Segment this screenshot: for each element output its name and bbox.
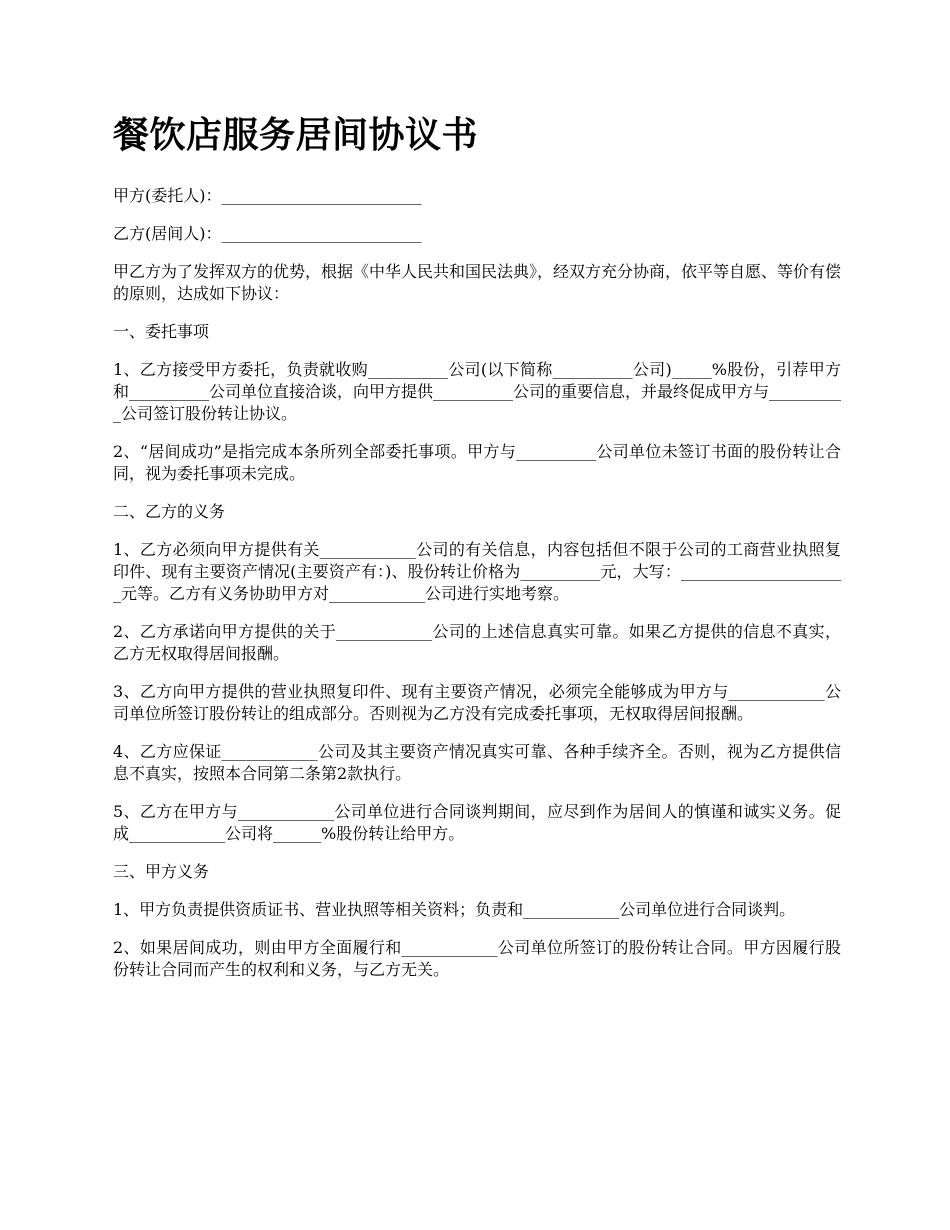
section-heading-party-b-obligations: 二、乙方的义务 (113, 502, 226, 521)
party-a-line: 甲方(委托人)：_________________________ (113, 186, 422, 205)
clause-2-1: 1、乙方必须向甲方提供有关____________公司的有关信息，内容包括但不限于公司的工商营业执照复印件、现有主要资产情况(主要资产有：)、股份转让价格为__________元，大写：_____________________元等。乙方有义务协助甲方对____________公司进行实地考察。 (113, 540, 841, 603)
document-page (113, 112, 841, 997)
clause-1-2: 2、“居间成功”是指完成本条所列全部委托事项。甲方与__________公司单位未签订书面的股份转让合同，视为委托事项未完成。 (113, 442, 841, 483)
clause-2-2: 2、乙方承诺向甲方提供的关于____________公司的上述信息真实可靠。如果乙方提供的信息不真实，乙方无权取得居间报酬。 (113, 622, 841, 663)
section-heading-party-a-obligations: 三、甲方义务 (113, 862, 210, 881)
document-title: 餐饮店服务居间协议书 (113, 115, 479, 156)
party-b-line: 乙方(居间人)：_________________________ (113, 224, 422, 243)
clause-2-5: 5、乙方在甲方与____________公司单位进行合同谈判期间，应尽到作为居间人的慎谨和诚实义务。促成____________公司将______%股份转让给甲方。 (113, 802, 841, 843)
clause-3-1: 1、甲方负责提供资质证书、营业执照等相关资料；负责和____________公司单位进行合同谈判。 (113, 900, 796, 919)
clause-2-4: 4、乙方应保证____________公司及其主要资产情况真实可靠、各种手续齐全。否则，视为乙方提供信息不真实，按照本合同第二条第2款执行。 (113, 742, 841, 783)
clause-3-2: 2、如果居间成功，则由甲方全面履行和____________公司单位所签订的股份转让合同。甲方因履行股份转让合同而产生的权利和义务，与乙方无关。 (113, 938, 841, 979)
agreement-intro: 甲乙方为了发挥双方的优势，根据《中华人民共和国民法典》，经双方充分协商，依平等自愿、等价有偿的原则，达成如下协议： (113, 262, 842, 303)
section-heading-entrusted-matters: 一、委托事项 (113, 322, 210, 341)
clause-2-3: 3、乙方向甲方提供的营业执照复印件、现有主要资产情况，必须完全能够成为甲方与____________公司单位所签订股份转让的组成部分。否则视为乙方没有完成委托事项，无权取得居间报酬。 (113, 682, 841, 723)
clause-1-1: 1、乙方接受甲方委托，负责就收购__________公司(以下简称__________公司)_____%股份，引荐甲方和__________公司单位直接洽谈，向甲方提供__________公司的重要信息，并最终促成甲方与__________公司签订股份转让协议。 (113, 360, 842, 423)
